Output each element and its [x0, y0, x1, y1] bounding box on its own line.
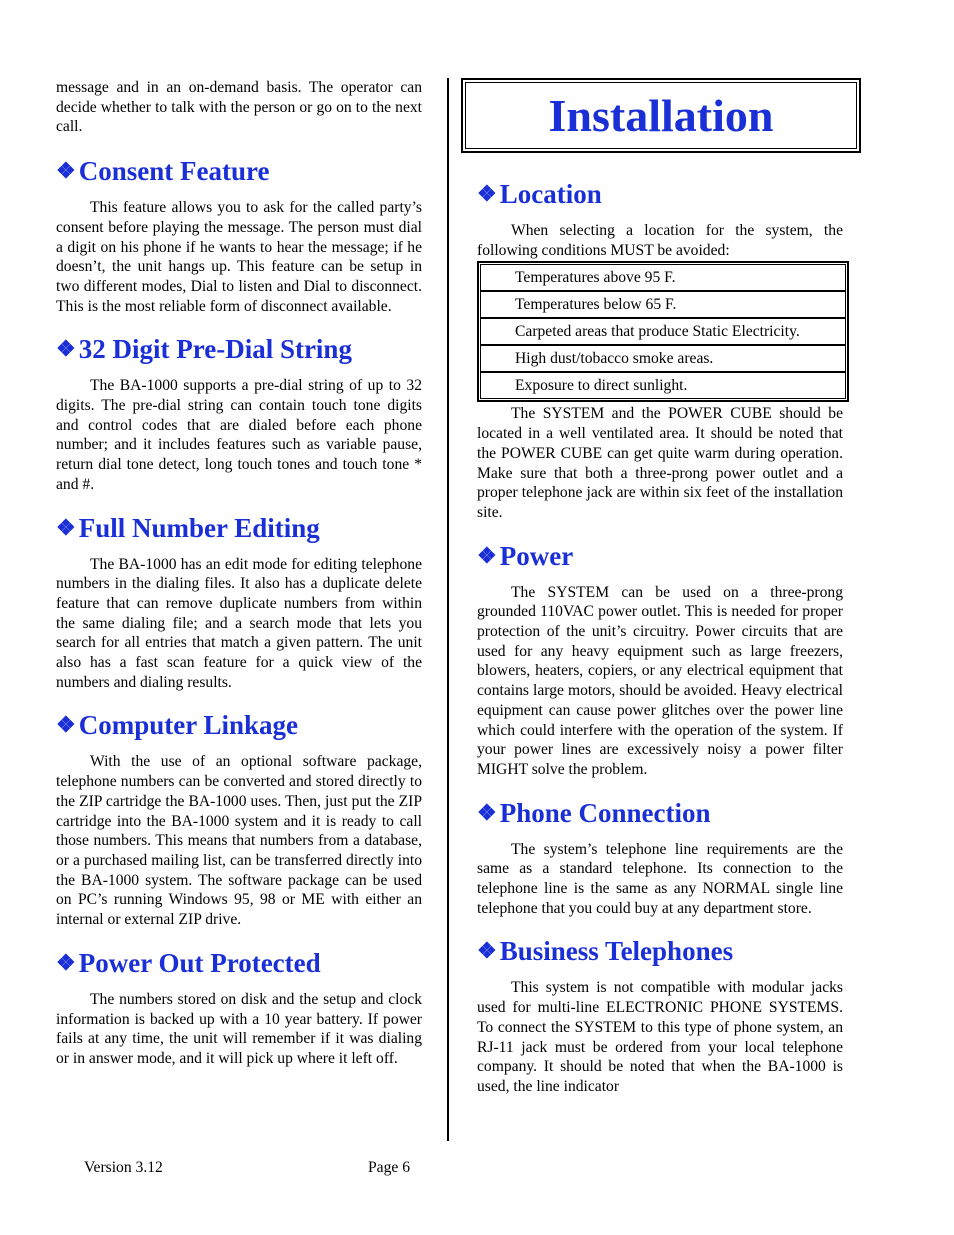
column-divider: [447, 78, 449, 1141]
consent-feature-paragraph: This feature allows you to ask for the called party’s consent before playing the message. The person must dial a digit on his phone if he wants to hear the message; if he doesn’t, the unit hangs up. This feature can be setup in two different modes, Dial to listen and Dial to disconnect. This is the most reliable form of disconnect available.: [56, 199, 422, 315]
left-column: [56, 78, 422, 1069]
condition-cell: Temperatures above 95 F.: [480, 264, 846, 291]
condition-cell: Carpeted areas that produce Static Electricity.: [480, 318, 846, 345]
power-paragraph: The SYSTEM can be used on a three-prong grounded 110VAC power outlet. This is needed for proper protection of the unit’s circuitry. Power circuits that are used for any heavy equipment such as large freezers, blowers, heaters, copiers, or any electrical equipment that contains large motors, should be avoided. Heavy electrical equipment can cause power glitches over the power line which could interfere with the operation of the system. If your power lines are excessively noisy a power filter MIGHT solve the problem.: [477, 583, 843, 778]
conditions-table: [477, 261, 849, 402]
heading-power: [477, 540, 843, 574]
heading-text: Computer Linkage: [78, 710, 299, 741]
footer-version: Version 3.12: [84, 1159, 163, 1176]
condition-cell: High dust/tobacco smoke areas.: [480, 345, 846, 372]
condition-cell: Exposure to direct sunlight.: [480, 372, 846, 399]
title-box: [461, 78, 861, 153]
phone-connection-paragraph: The system’s telephone line requirements are the same as a standard telephone. Its connection to the telephone line is the same as any NORMAL single line telephone that you could buy at any department store.: [477, 840, 843, 917]
table-row: [480, 372, 846, 399]
four-petal-diamond-icon: ❖: [56, 949, 76, 975]
business-telephones-paragraph: This system is not compatible with modular jacks used for multi-line ELECTRONIC PHONE SYSTEMS. To connect the SYSTEM to this type of phone system, an RJ-11 jack must be ordered from your local telephone company. It should be noted that when the BA-1000 is used, the line indicator: [477, 979, 843, 1095]
four-petal-diamond-icon: ❖: [56, 712, 76, 738]
four-petal-diamond-icon: ❖: [477, 181, 497, 206]
heading-computer-linkage: [56, 709, 422, 743]
intro-paragraph: message and in an on-demand basis. The operator can decide whether to talk with the person or go on to the next call.: [56, 79, 422, 136]
heading-text: Location: [499, 179, 602, 209]
four-petal-diamond-icon: ❖: [56, 158, 76, 184]
four-petal-diamond-icon: ❖: [477, 799, 497, 825]
four-petal-diamond-icon: ❖: [56, 336, 76, 362]
heading-text: Business Telephones: [499, 936, 734, 967]
heading-location: [477, 178, 843, 212]
heading-phone-connection: [477, 797, 843, 831]
heading-text: Consent Feature: [78, 156, 270, 187]
title-inner-frame: [465, 82, 857, 149]
four-petal-diamond-icon: ❖: [477, 938, 497, 964]
table-row: [480, 291, 846, 318]
location-intro-paragraph: When selecting a location for the system, the following conditions MUST be avoided:: [477, 222, 843, 259]
power-out-protected-paragraph: The numbers stored on disk and the setup and clock information is backed up with a 10 year battery. If power fails at any time, the unit will remember if it was dialing or in answer mode, and it will pick up where it left off.: [56, 990, 422, 1067]
four-petal-diamond-icon: ❖: [477, 542, 497, 568]
location-body-paragraph: The SYSTEM and the POWER CUBE should be located in a well ventilated area. It should be noted that the POWER CUBE can get quite warm during operation. Make sure that both a three-prong power outlet and a proper telephone jack are within six feet of the installation site.: [477, 405, 843, 521]
table-row: [480, 264, 846, 291]
heading-text: Power Out Protected: [78, 947, 321, 978]
heading-business-telephones: [477, 935, 843, 969]
heading-pre-dial-string: [56, 333, 422, 367]
table-row: [480, 318, 846, 345]
heading-consent-feature: [56, 155, 422, 189]
pre-dial-string-paragraph: The BA-1000 supports a pre-dial string of up to 32 digits. The pre-dial string can contain touch tone digits and control codes that are dialed before each phone number; and it includes features such as variable pause, return dial tone detect, long touch tones and touch tone * and #.: [56, 377, 422, 493]
heading-power-out-protected: [56, 947, 422, 981]
heading-text: Phone Connection: [499, 797, 711, 828]
page-title: Installation: [548, 89, 774, 141]
heading-text: Full Number Editing: [78, 512, 320, 543]
footer-page-number: Page 6: [368, 1159, 411, 1176]
table-row: [480, 345, 846, 372]
condition-cell: Temperatures below 65 F.: [480, 291, 846, 318]
heading-text: 32 Digit Pre-Dial String: [78, 334, 352, 365]
full-number-editing-paragraph: The BA-1000 has an edit mode for editing telephone numbers in the dialing files. It also has a duplicate delete feature that can remove duplicate numbers from within the same dialing file; and a search mode that lets you search for all entries that match a given pattern. The unit also has a fast scan feature for a quick view of the numbers and dialing results.: [56, 555, 422, 691]
computer-linkage-paragraph: With the use of an optional software package, telephone numbers can be converted and stored directly to the ZIP cartridge the BA-1000 uses. Then, just put the ZIP cartridge into the BA-1000 system and it is ready to call those numbers. This means that numbers from a database, or a purchased mailing list, can be transferred directly into the BA-1000 system. The software package can be used on PC’s running Windows 95, 98 or ME with either an internal or external ZIP drive.: [56, 753, 422, 929]
heading-full-number-editing: [56, 512, 422, 546]
right-column: [477, 178, 843, 1097]
four-petal-diamond-icon: ❖: [56, 514, 76, 540]
heading-text: Power: [499, 540, 574, 571]
